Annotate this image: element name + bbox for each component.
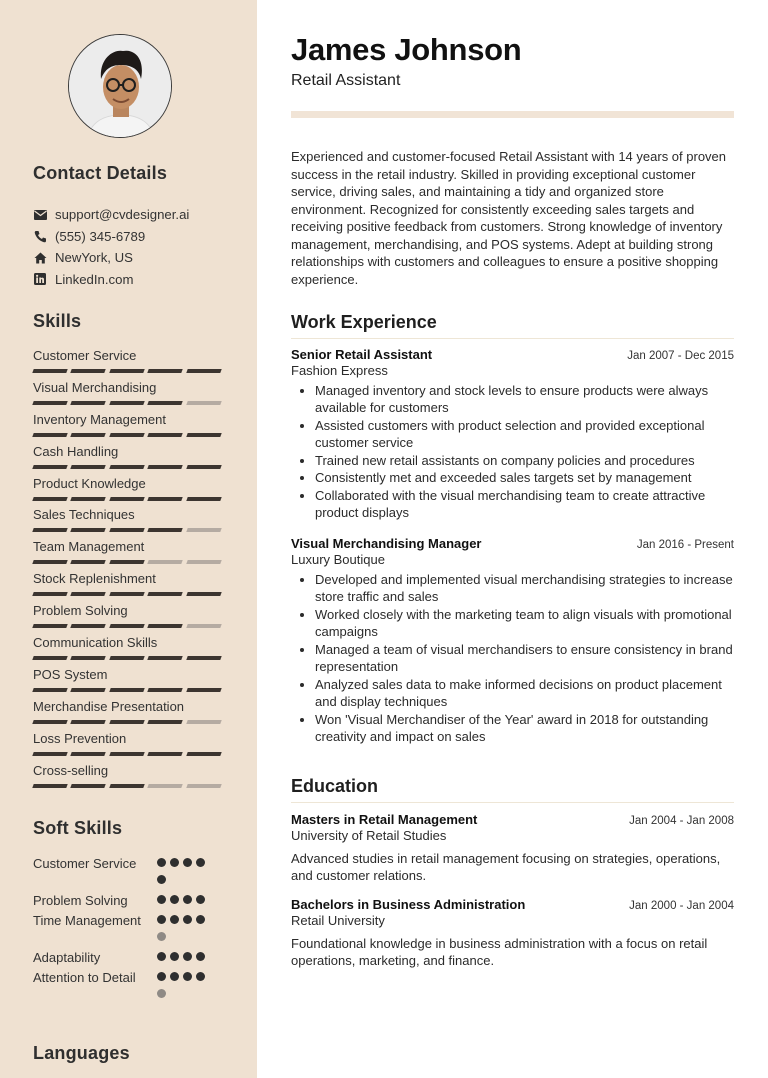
contact-phone-text: (555) 345-6789 [55,228,146,244]
skill-level-segment [109,752,145,756]
skill-level-segment [71,592,107,596]
soft-skill-dot [157,858,166,867]
skill-item [33,570,223,602]
skill-item [33,411,223,443]
profile-summary: Experienced and customer-focused Retail Assistant with 14 years of proven success in the retail industry. Skilled in providing exceptional customer service, driving sales, and maintaining a tidy and organized store environment. Recognized for consistently exceeding sales targets and receiving positive feedback from customers. Strong knowledge of inventory management, merchandising, and POS systems. Adept at building strong relationships with customers and colleagues to ensure a positive shopping experience. [291,149,727,287]
soft-skill-dot [196,895,205,904]
soft-skill-dot [157,932,166,941]
degree-title: Masters in Retail Management [291,812,478,827]
school-name: University of Retail Studies [291,828,447,843]
skill-item [33,506,223,538]
skill-level-segment [71,688,107,692]
job-company: Fashion Express [291,363,388,378]
education-entry [291,812,734,885]
job-bullet: • Worked closely with the marketing team to align visuals with promotional campaigns [315,606,734,641]
soft-skill-level-dots [157,892,217,912]
soft-skills-heading: Soft Skills [33,818,123,838]
skill-level-segment [186,528,222,532]
soft-skill-level-dots [157,912,217,949]
skill-item [33,379,223,411]
skill-level-segment [109,401,145,405]
skill-level-segment [32,784,68,788]
skill-level-segment [147,401,183,405]
skill-level-segment [109,720,145,724]
profile-photo [69,35,172,138]
skill-level-segment [147,656,183,660]
degree-title: Bachelors in Business Administration [291,897,526,912]
soft-skill-item [33,969,223,1006]
soft-skill-dot [196,915,205,924]
degree-dates: Jan 2004 - Jan 2008 [629,815,734,827]
skill-level-segment [71,752,107,756]
skills-list [33,347,223,793]
soft-skill-dot [183,952,192,961]
skill-name: Visual Merchandising [33,379,157,395]
skill-item [33,634,223,666]
skill-level-segment [71,497,107,501]
soft-skill-dot [170,895,179,904]
degree-description: Foundational knowledge in business administration with a focus on retail operations, marketing, and finance. [291,935,708,968]
skill-level-segment [186,401,222,405]
skill-name: Product Knowledge [33,475,146,491]
linkedin-icon [33,272,47,286]
soft-skill-dot [170,858,179,867]
skill-item [33,730,223,762]
job-dates: Jan 2016 - Present [636,539,734,551]
skill-level-bars [33,656,223,660]
skill-name: Team Management [33,539,145,555]
skill-level-segment [32,656,68,660]
skill-level-segment [109,433,145,437]
soft-skill-dot [157,972,166,981]
skill-level-segment [32,528,68,532]
degree-description: Advanced studies in retail management focusing on strategies, operations, and customer relations. [291,850,721,883]
skill-level-segment [71,433,107,437]
job-company: Luxury Boutique [291,552,385,567]
skill-level-segment [71,401,107,405]
soft-skill-item [33,855,223,892]
skill-level-segment [147,784,183,788]
soft-skill-level-dots [157,855,217,892]
skill-level-segment [147,592,183,596]
job-bullet: • Won 'Visual Merchandiser of the Year' award in 2018 for outstanding creativity and impact on sales [315,711,734,746]
soft-skill-item [33,912,223,949]
work-heading: Work Experience [291,312,437,332]
skill-level-bars [33,401,223,405]
skill-name: Sales Techniques [33,507,135,523]
job-bullet: • Assisted customers with product selection and provided exceptional customer service [315,417,734,452]
contact-location-text: NewYork, US [55,250,133,266]
skill-level-segment [147,624,183,628]
degree-dates: Jan 2000 - Jan 2004 [629,900,734,912]
skill-level-segment [71,720,107,724]
skill-level-segment [186,688,222,692]
skill-level-segment [109,656,145,660]
skill-level-segment [186,433,222,437]
envelope-icon [33,208,47,222]
soft-skill-name: Attention to Detail [33,970,136,985]
header-divider [291,111,734,118]
skill-name: Customer Service [33,348,137,363]
skill-level-segment [186,752,222,756]
skill-level-bars [33,433,223,437]
skill-level-segment [32,752,68,756]
contact-email[interactable] [33,204,243,226]
sidebar [0,0,257,1078]
education-divider [291,802,734,803]
skill-level-bars [33,465,223,469]
home-icon [33,251,47,265]
skill-level-segment [32,497,68,501]
skill-level-segment [109,528,145,532]
skill-name: Communication Skills [33,635,158,651]
soft-skill-name: Time Management [33,913,141,928]
soft-skill-name: Problem Solving [33,893,128,908]
job-title: Visual Merchandising Manager [291,536,482,551]
skill-level-bars [33,624,223,628]
skill-level-segment [71,528,107,532]
languages-heading: Languages [33,1043,130,1063]
skill-level-segment [32,624,68,628]
work-divider [291,338,734,339]
skill-level-segment [32,465,68,469]
skill-name: Inventory Management [33,411,166,427]
skill-level-segment [186,624,222,628]
contact-list [33,204,243,290]
skill-level-segment [186,656,222,660]
education-heading: Education [291,776,379,796]
skill-level-segment [32,688,68,692]
skill-level-segment [147,688,183,692]
contact-location [33,247,243,269]
job-entry [291,536,734,746]
candidate-title: Retail Assistant [291,72,401,89]
job-bullets [291,571,734,746]
soft-skill-item [33,949,223,969]
job-entry [291,347,734,522]
soft-skill-dot [183,972,192,981]
phone-icon [33,229,47,243]
soft-skill-dot [157,952,166,961]
skill-level-segment [109,497,145,501]
skill-level-segment [147,497,183,501]
skill-item [33,475,223,507]
skill-level-bars [33,528,223,532]
skill-name: Cross-selling [33,762,109,778]
skill-level-segment [71,369,107,373]
skill-level-segment [109,688,145,692]
soft-skill-dot [183,915,192,924]
skill-level-segment [186,369,222,373]
soft-skill-dot [196,858,205,867]
contact-heading: Contact Details [33,163,168,183]
skill-name: Merchandise Presentation [33,698,185,714]
soft-skill-dot [170,915,179,924]
skill-level-segment [109,560,145,564]
soft-skill-dot [157,989,166,998]
skill-item [33,602,223,634]
skill-level-segment [32,369,68,373]
soft-skill-dot [196,952,205,961]
job-bullet: • Analyzed sales data to make informed decisions on product placement and display techniques [315,676,734,711]
job-bullets [291,382,734,522]
contact-phone[interactable] [33,226,243,248]
skill-level-segment [109,369,145,373]
skill-level-bars [33,688,223,692]
soft-skill-level-dots [157,949,217,969]
skill-level-segment [186,720,222,724]
soft-skill-level-dots [157,969,217,1006]
skill-level-segment [71,465,107,469]
skill-item [33,698,223,730]
skill-level-bars [33,720,223,724]
job-bullet: • Trained new retail assistants on company policies and procedures [315,452,734,470]
soft-skills-list [33,855,223,1006]
soft-skill-dot [157,895,166,904]
skill-level-segment [71,560,107,564]
skill-level-segment [109,465,145,469]
soft-skill-dot [157,875,166,884]
skill-level-segment [32,592,68,596]
contact-linkedin[interactable] [33,269,243,291]
job-bullet: • Developed and implemented visual merchandising strategies to increase store traffic and sales [315,571,734,606]
job-bullet: • Managed a team of visual merchandisers to ensure consistency in brand representation [315,641,734,676]
skill-level-segment [147,752,183,756]
soft-skill-item [33,892,223,912]
skill-item [33,443,223,475]
soft-skill-dot [196,972,205,981]
skill-level-segment [32,560,68,564]
contact-linkedin-text: LinkedIn.com [55,271,134,287]
skill-item [33,762,223,794]
skill-level-segment [109,624,145,628]
soft-skill-dot [183,858,192,867]
skill-level-segment [186,592,222,596]
skill-level-segment [71,624,107,628]
skill-name: Cash Handling [33,443,119,459]
avatar [68,34,172,138]
skill-level-segment [147,720,183,724]
soft-skill-name: Adaptability [33,950,101,965]
skill-item [33,666,223,698]
skill-item [33,538,223,570]
skill-level-segment [186,784,222,788]
skill-level-segment [147,560,183,564]
skill-level-bars [33,592,223,596]
skill-item [33,347,223,379]
skill-name: Stock Replenishment [33,571,156,587]
job-bullet: • Managed inventory and stock levels to ensure products were always available for customers [315,382,734,417]
skills-heading: Skills [33,311,82,331]
skill-level-segment [147,433,183,437]
school-name: Retail University [291,913,385,928]
skill-level-bars [33,752,223,756]
skill-level-bars [33,784,223,788]
skill-level-segment [109,592,145,596]
education-entry [291,897,734,970]
skill-name: Loss Prevention [33,730,127,746]
contact-email-text: support@cvdesigner.ai [55,207,190,223]
soft-skill-dot [157,915,166,924]
skill-level-segment [71,656,107,660]
skill-level-segment [109,784,145,788]
skill-level-segment [186,560,222,564]
candidate-name: James Johnson [291,32,522,67]
skill-level-segment [32,401,68,405]
skill-level-segment [147,369,183,373]
job-bullet: • Collaborated with the visual merchandising team to create attractive product displays [315,487,734,522]
skill-level-segment [32,720,68,724]
skill-level-segment [186,497,222,501]
skill-level-bars [33,560,223,564]
soft-skill-dot [170,952,179,961]
soft-skill-dot [170,972,179,981]
skill-level-bars [33,497,223,501]
main-content [291,0,734,1078]
job-title: Senior Retail Assistant [291,347,433,362]
skill-level-segment [147,528,183,532]
skill-name: Problem Solving [33,603,128,619]
soft-skill-name: Customer Service [33,856,137,871]
skill-name: POS System [33,666,108,682]
skill-level-segment [186,465,222,469]
job-dates: Jan 2007 - Dec 2015 [627,350,734,362]
skill-level-bars [33,369,223,373]
skill-level-segment [32,433,68,437]
skill-level-segment [147,465,183,469]
soft-skill-dot [183,895,192,904]
skill-level-segment [71,784,107,788]
job-bullet: • Consistently met and exceeded sales targets set by management [315,469,734,487]
